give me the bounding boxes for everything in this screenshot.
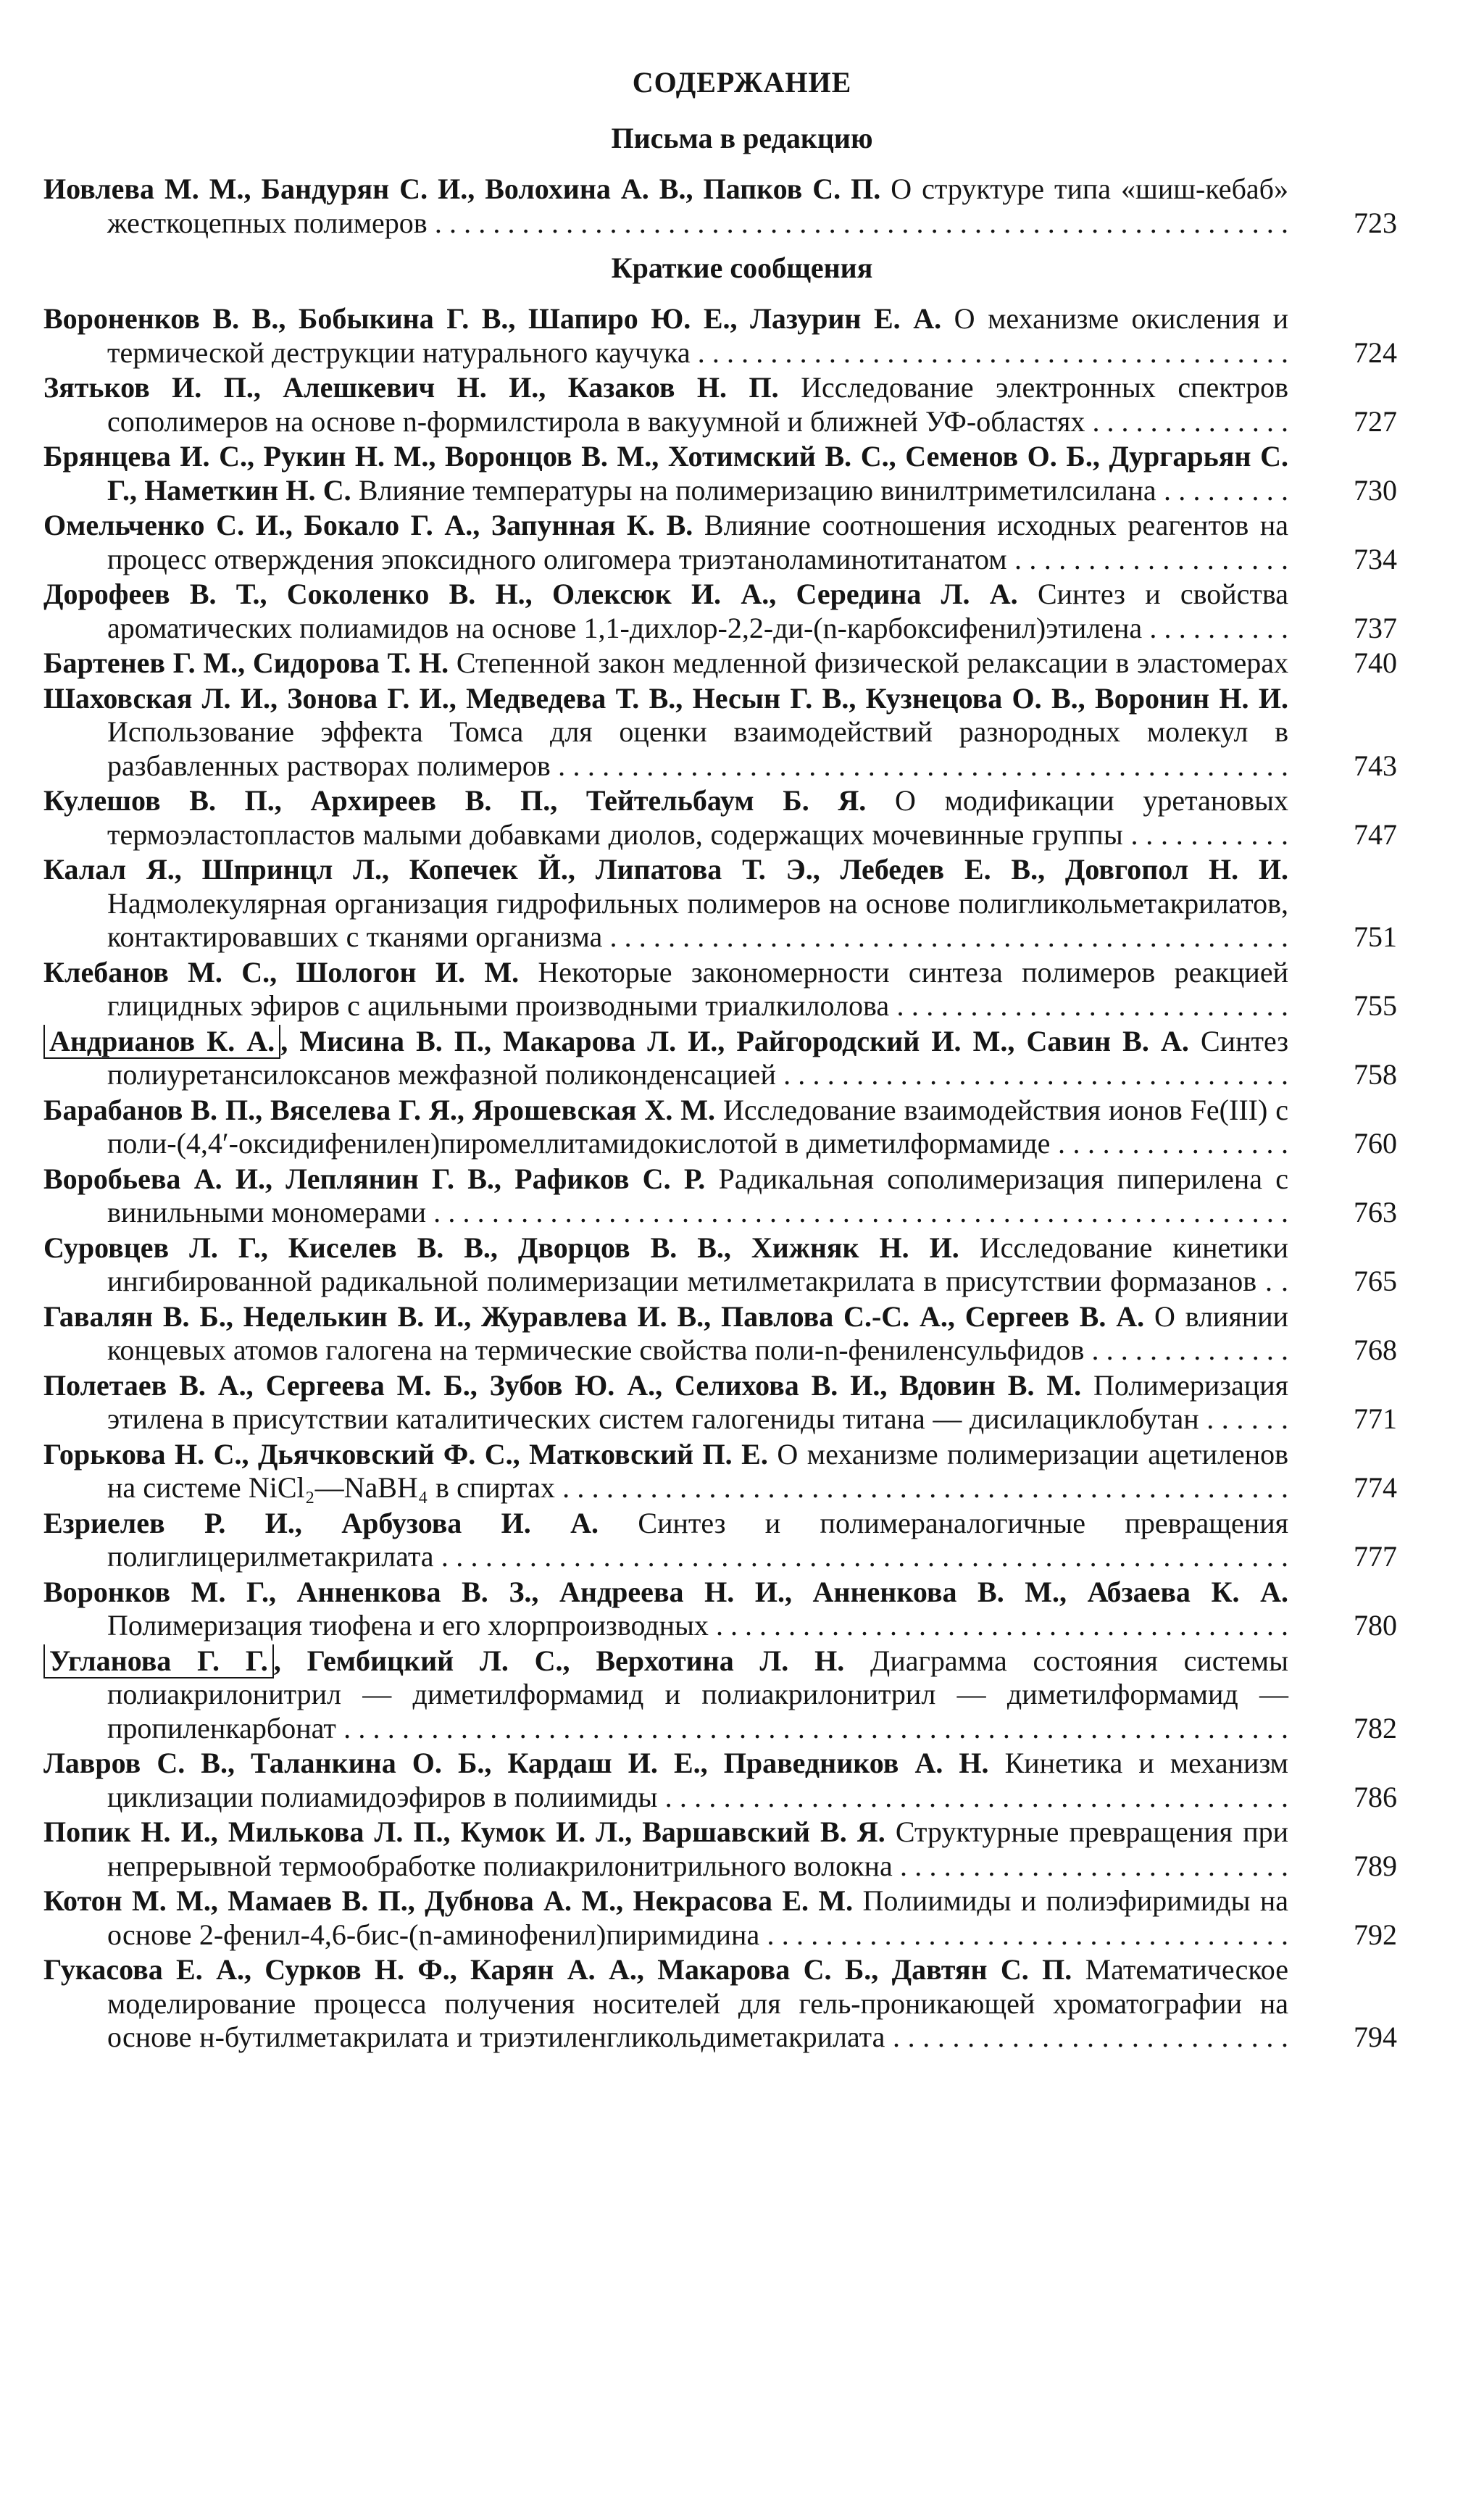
- entry-title: О механизме полимеризации ацетиленов на системе NiCl₂—NaBH₄ в спиртах . . .: [107, 1438, 1288, 1505]
- entry-title: Полиимиды и полиэфиримиды на основе 2-фенил-4,6-бис-(n-аминофенил)пиримидина . . .: [107, 1884, 1288, 1952]
- entry-authors: Иовлева М. М., Бандурян С. И., Волохина А. В., Папков С. П.: [43, 172, 881, 205]
- entry-page-number: 724: [1354, 336, 1397, 369]
- entry-title: Синтез полиуретансилоксанов межфазной поликонденсацией . . .: [107, 1025, 1288, 1092]
- entry-authors: Дорофеев В. Т., Соколенко В. Н., Олексюк И. А., Середина Л. А.: [43, 578, 1018, 610]
- entry-authors: Горькова Н. С., Дьячковский Ф. С., Матковский П. Е.: [43, 1437, 768, 1470]
- entry-title: Исследование электронных спектров сополимеров на основе n-формилстирола в вакуумной и ближней УФ-областях . . .: [107, 371, 1288, 438]
- entry-title: О влиянии концевых атомов галогена на термические свойства поли-n-фениленсульфидов . . .: [107, 1300, 1288, 1368]
- entry-title: Влияние соотношения исходных реагентов на процесс отверждения эпоксидного олигомера триэтаноламинотитанатом . . .: [107, 509, 1288, 576]
- entry-page-number: 792: [1354, 1918, 1397, 1951]
- toc-entry[interactable]: [43, 1369, 1397, 1436]
- contents-sections: [43, 120, 1397, 2055]
- entry-authors: Шаховская Л. И., Зонова Г. И., Медведева Т. В., Несын Г. В., Кузнецова О. В., Воронин Н. И.: [43, 681, 1288, 715]
- entry-page-number: 789: [1354, 1849, 1397, 1882]
- entry-title: О структуре типа «шиш-кебаб» жесткоцепных полимеров . . .: [107, 172, 1288, 240]
- toc-entry[interactable]: [43, 956, 1397, 1023]
- entry-page-number: 740: [1354, 646, 1397, 679]
- boxed-author: Андрианов К. А.: [43, 1025, 280, 1059]
- entry-page-number: 763: [1354, 1196, 1397, 1228]
- toc-entry[interactable]: [43, 1644, 1397, 1746]
- entry-authors: Брянцева И. С., Рукин Н. М., Воронцов В. М., Хотимский В. С., Семенов О. Б., Дургарьян С. Г., Наметкин Н. С.: [43, 440, 1288, 507]
- entry-page-number: 734: [1354, 542, 1397, 575]
- toc-entry[interactable]: [43, 578, 1397, 645]
- entry-page-number: 774: [1354, 1471, 1397, 1504]
- toc-entry[interactable]: [43, 1438, 1397, 1505]
- entry-authors: Клебанов М. С., Шологон И. М.: [43, 955, 520, 989]
- entry-authors: Бартенев Г. М., Сидорова Т. Н.: [43, 646, 449, 679]
- entry-title: Синтез и полимераналогичные превращения полиглицерилметакрилата . . .: [107, 1507, 1288, 1574]
- entry-title: Полимеризация этилена в присутствии каталитических систем галогениды титана — дисилациклобутан . . .: [107, 1369, 1288, 1436]
- entry-authors: Полетаев В. А., Сергеева М. Б., Зубов Ю. А., Селихова В. И., Вдовин В. М.: [43, 1368, 1082, 1402]
- entry-title: О механизме окисления и термической деструкции натурального каучука . . .: [107, 302, 1288, 370]
- entry-title: Диаграмма состояния системы полиакрилонитрил — диметилформамид и полиакрилонитрил — диметилформамид — пропиленкарбонат . . .: [107, 1644, 1288, 1746]
- entry-authors: Попик Н. И., Милькова Л. П., Кумок И. Л., Варшавский В. Я.: [43, 1815, 885, 1848]
- entry-authors: Угланова Г. Г. , Гембицкий Л. С., Верхотина Л. Н.: [43, 1644, 844, 1678]
- toc-entry[interactable]: [43, 1300, 1397, 1368]
- entry-page-number: 794: [1354, 2021, 1397, 2053]
- toc-entry[interactable]: [43, 1162, 1397, 1230]
- entry-page-number: 765: [1354, 1265, 1397, 1297]
- page-title: СОДЕРЖАНИЕ: [632, 66, 852, 99]
- entry-title: Математическое моделирование процесса получения носителей для гель-проникающей хроматографии на основе н-бутилметакрилата и триэтиленгликольдиметакрилата . . .: [107, 1953, 1288, 2055]
- entry-authors: Андрианов К. А. , Мисина В. П., Макарова Л. И., Райгородский И. М., Савин В. А.: [43, 1025, 1189, 1059]
- toc-entry[interactable]: [43, 682, 1397, 783]
- entry-page-number: 777: [1354, 1540, 1397, 1573]
- entry-title: Полимеризация тиофена и его хлорпроизводных . . .: [107, 1609, 1288, 1643]
- toc-entry[interactable]: [43, 1747, 1397, 1814]
- entry-authors: Котон М. М., Мамаев В. П., Дубнова А. М., Некрасова Е. М.: [43, 1884, 854, 1917]
- toc-entry[interactable]: [43, 1884, 1397, 1952]
- entry-page-number: 747: [1354, 818, 1397, 851]
- entry-authors: Гавалян В. Б., Неделькин В. И., Журавлева И. В., Павлова С.-С. А., Сергеев В. А.: [43, 1299, 1145, 1333]
- toc-entry[interactable]: [43, 302, 1397, 370]
- entry-title: Надмолекулярная организация гидрофильных полимеров на основе полигликольметакрилатов, контактировавших с тканями организма . . .: [107, 887, 1288, 954]
- entry-page-number: 743: [1354, 749, 1397, 782]
- entry-authors: Омельченко С. И., Бокало Г. А., Запунная К. В.: [43, 509, 693, 541]
- toc-entry[interactable]: [43, 853, 1397, 954]
- toc-entry[interactable]: [43, 784, 1397, 852]
- section-title: Краткие сообщения: [611, 251, 873, 284]
- entry-page-number: 751: [1354, 920, 1397, 953]
- toc-entry[interactable]: [43, 509, 1397, 576]
- entry-page-number: 730: [1354, 473, 1397, 507]
- entry-authors: Кулешов В. П., Архиреев В. П., Тейтельбаум Б. Я.: [43, 784, 867, 817]
- entry-authors: Калал Я., Шпринцл Л., Копечек Й., Липатова Т. Э., Лебедев Е. В., Довгопол Н. И.: [43, 853, 1288, 886]
- entry-page-number: 758: [1354, 1058, 1397, 1091]
- toc-entry[interactable]: [43, 1094, 1397, 1161]
- entry-title: Исследование кинетики ингибированной радикальной полимеризации метилметакрилата в присутствии формазанов . . .: [107, 1231, 1288, 1299]
- entry-title: Некоторые закономерности синтеза полимеров реакцией глицидных эфиров с ацильными производными триалкилолова . . .: [107, 956, 1288, 1023]
- entry-page-number: 737: [1354, 611, 1397, 644]
- entry-title: О модификации уретановых термоэластопластов малыми добавками диолов, содержащих мочевинные группы . . .: [107, 784, 1288, 852]
- section-title: Письма в редакцию: [611, 122, 873, 154]
- entry-authors: Вороненков В. В., Бобыкина Г. В., Шапиро Ю. Е., Лазурин Е. А.: [43, 302, 942, 335]
- toc-entry[interactable]: [43, 440, 1397, 507]
- toc-entry[interactable]: [43, 1576, 1397, 1643]
- boxed-author: Угланова Г. Г.: [43, 1644, 274, 1678]
- entry-page-number: 760: [1354, 1127, 1397, 1160]
- entry-authors: Гукасова Е. А., Сурков Н. Ф., Карян А. А., Макарова С. Б., Давтян С. П.: [43, 1953, 1072, 1986]
- entry-page-number: 782: [1354, 1711, 1397, 1744]
- entry-title: Степенной закон медленной физической релаксации в эластомерах . . .: [107, 646, 1288, 681]
- entry-page-number: 771: [1354, 1402, 1397, 1435]
- toc-entry[interactable]: [43, 1953, 1397, 2055]
- entry-authors: Воробьева А. И., Леплянин Г. В., Рафиков С. Р.: [43, 1162, 706, 1195]
- entry-title: Использование эффекта Томса для оценки взаимодействий разнородных молекул в разбавленных растворах полимеров . . .: [107, 715, 1288, 783]
- toc-entry[interactable]: [43, 172, 1397, 240]
- entry-authors: Суровцев Л. Г., Киселев В. В., Дворцов В. В., Хижняк Н. И.: [43, 1231, 959, 1264]
- toc-entry[interactable]: [43, 646, 1397, 681]
- entry-title: Исследование взаимодействия ионов Fe(III) с поли-(4,4′-оксидифенилен)пиромеллитамидокислотой в диметилформамиде . . .: [107, 1094, 1288, 1161]
- toc-entry[interactable]: [43, 1231, 1397, 1299]
- entry-authors: Езриелев Р. И., Арбузова И. А.: [43, 1506, 599, 1539]
- entry-title: Синтез и свойства ароматических полиамидов на основе 1,1-дихлор-2,2-ди-(n-карбоксифенил)этилена . . .: [107, 578, 1288, 645]
- toc-entry[interactable]: [43, 371, 1397, 438]
- entry-title: Структурные превращения при непрерывной термообработке полиакрилонитрильного волокна . . .: [107, 1815, 1288, 1883]
- entry-authors: Барабанов В. П., Вяселева Г. Я., Ярошевская Х. М.: [43, 1093, 716, 1126]
- entry-title: Кинетика и механизм циклизации полиамидоэфиров в полиимиды . . .: [107, 1747, 1288, 1814]
- entry-page-number: 723: [1354, 206, 1397, 239]
- entry-page-number: 727: [1354, 404, 1397, 438]
- toc-entry[interactable]: [43, 1507, 1397, 1574]
- entry-authors: Воронков М. Г., Анненкова В. З., Андреева Н. И., Анненкова В. М., Абзаева К. А.: [43, 1575, 1288, 1608]
- toc-entry[interactable]: [43, 1025, 1397, 1092]
- entry-title: Радикальная сополимеризация пиперилена с винильными мономерами . . .: [107, 1162, 1288, 1230]
- entry-page-number: 786: [1354, 1780, 1397, 1813]
- entry-page-number: 755: [1354, 989, 1397, 1022]
- entry-authors: Зятьков И. П., Алешкевич Н. И., Казаков Н. П.: [43, 371, 779, 404]
- entry-page-number: 780: [1354, 1609, 1397, 1642]
- entry-page-number: 768: [1354, 1334, 1397, 1366]
- toc-entry[interactable]: [43, 1815, 1397, 1883]
- entry-authors: Лавров С. В., Таланкина О. Б., Кардаш И. Е., Праведников А. Н.: [43, 1747, 989, 1779]
- entry-title: Влияние температуры на полимеризацию винилтриметилсилана . . .: [107, 474, 1288, 508]
